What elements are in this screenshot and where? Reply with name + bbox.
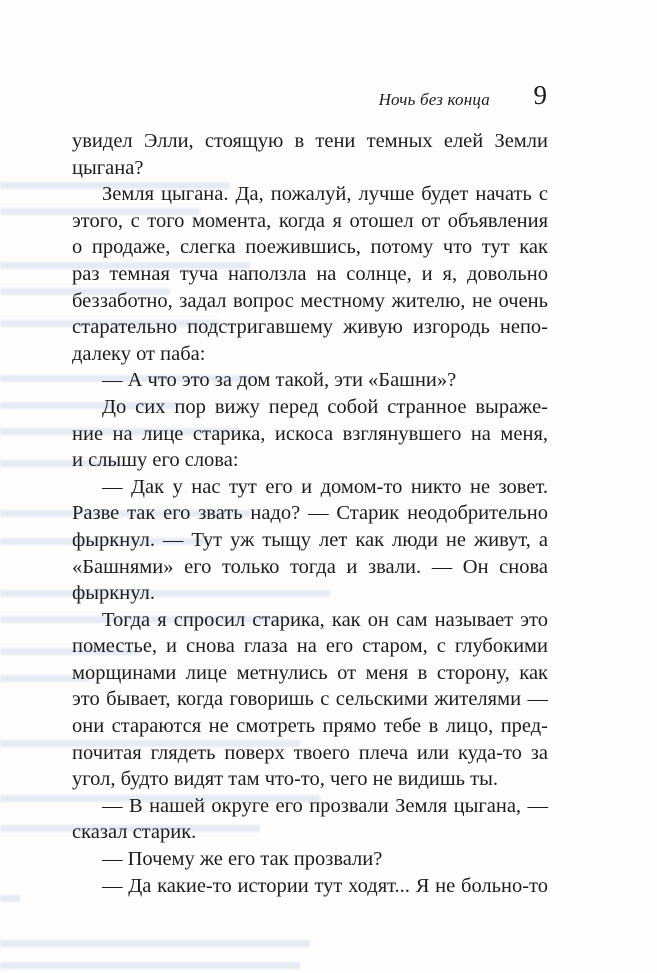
text-line: — В нашей округе его прозвали Земля цыгана, — [102, 794, 548, 817]
text-line: ние на лице старика, искоса взглянувшего на меня, [72, 422, 548, 445]
text-line: они стараются не смотреть прямо тебе в лицо, пред- [72, 715, 548, 738]
text-line: это бывает, когда говоришь с сельскими жителями — [72, 688, 548, 711]
text-line: увидел Элли, стоящую в тени темных елей Земли [72, 130, 548, 152]
text-line: Разве так его звать надо? — Старик неодобрительно [72, 502, 548, 525]
page-header [72, 80, 550, 114]
text-line: почитая глядеть поверх твоего плеча или куда-то за [72, 741, 548, 764]
running-title: Ночь без конца [378, 90, 490, 109]
text-line: — Дак у нас тут его и домом-то никто не зовет. [102, 475, 548, 498]
text-line: этого, с того момента, когда я отошел от объявления [72, 209, 548, 232]
text-line: Земля цыгана. Да, пожалуй, лучше будет начать с [102, 183, 548, 206]
text-line: угол, будто видят там что-то, чего не видишь ты. [72, 768, 499, 791]
text-line: — Почему же его так прозвали? [102, 848, 383, 871]
text-line: морщинами лице метнулись от меня в сторону, как [72, 661, 548, 684]
text-line: — А что это за дом такой, эти «Башни»? [102, 369, 457, 392]
text-line: сказал старик. [72, 821, 197, 844]
text-line: «Башнями» его только тогда и звали. — Он снова [72, 555, 548, 578]
text-line: цыгана? [72, 156, 144, 179]
text-line: — Да какие-то истории тут ходят... Я не больно-то [102, 874, 548, 897]
text-line: Тогда я спросил старика, как он сам называет это [102, 608, 548, 631]
text-line: старательно подстригавшему живую изгородь непо- [72, 316, 548, 339]
text-line: раз темная туча наползла на солнце, и я, довольно [72, 262, 548, 285]
text-line: беззаботно, задал вопрос местному жителю, не очень [72, 289, 548, 312]
text-line: о продаже, слегка поежившись, потому что тут как [72, 236, 548, 259]
text-line: поместье, и снова глаза на его старом, с глубокими [72, 635, 548, 658]
text-line: фыркнул. [72, 582, 155, 605]
text-line: фыркнул. — Тут уж тыщу лет как люди не живут, а [72, 528, 548, 551]
text-line: и слышу его слова: [72, 449, 239, 472]
page-number: 9 [533, 80, 547, 110]
text-line: До сих пор вижу перед собой странное выраже- [102, 395, 548, 418]
text-line: далеку от паба: [72, 342, 206, 365]
body-text [72, 128, 548, 899]
